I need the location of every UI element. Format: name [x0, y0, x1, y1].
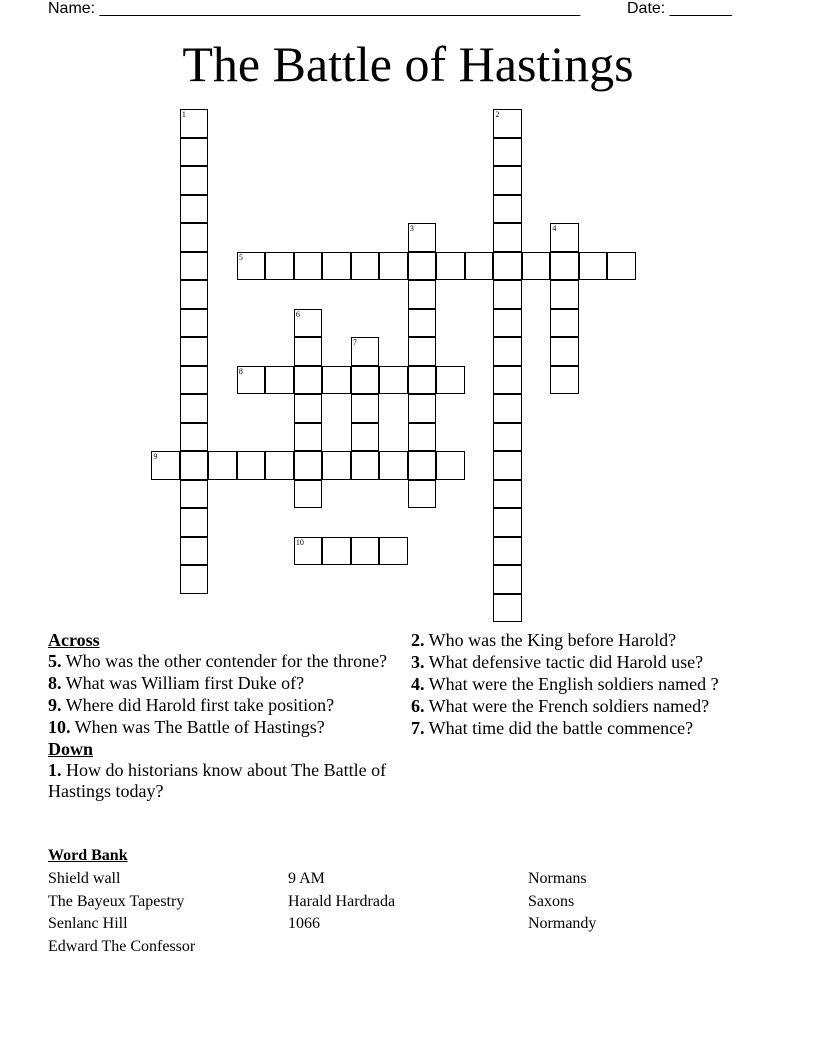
- crossword-cell[interactable]: [180, 223, 209, 252]
- crossword-cell[interactable]: [550, 252, 579, 281]
- crossword-cell[interactable]: [408, 337, 437, 366]
- crossword-cell[interactable]: [180, 451, 209, 480]
- crossword-cell[interactable]: [493, 166, 522, 195]
- crossword-cell[interactable]: [351, 366, 380, 395]
- clue-text: What time did the battle commence?: [424, 718, 694, 738]
- crossword-cell[interactable]: [550, 309, 579, 338]
- crossword-cell[interactable]: [550, 280, 579, 309]
- crossword-cell[interactable]: [351, 337, 380, 366]
- cell-number: 8: [238, 366, 243, 376]
- crossword-cell[interactable]: [408, 451, 437, 480]
- crossword-cell[interactable]: [493, 508, 522, 537]
- crossword-cell[interactable]: [265, 252, 294, 281]
- crossword-cell[interactable]: [408, 480, 437, 509]
- crossword-cell[interactable]: [237, 252, 266, 281]
- clue-number: 7.: [411, 718, 425, 738]
- crossword-cell[interactable]: [237, 451, 266, 480]
- crossword-cell[interactable]: [550, 223, 579, 252]
- crossword-cell[interactable]: [379, 252, 408, 281]
- crossword-cell[interactable]: [180, 508, 209, 537]
- clue-text: Where did Harold first take position?: [61, 695, 335, 715]
- crossword-cell[interactable]: [493, 565, 522, 594]
- crossword-cell[interactable]: [322, 366, 351, 395]
- clue-number: 10.: [48, 717, 71, 737]
- crossword-cell[interactable]: [493, 423, 522, 452]
- crossword-cell[interactable]: [294, 451, 323, 480]
- crossword-cell[interactable]: [436, 451, 465, 480]
- clue-number: 1.: [48, 760, 62, 780]
- clue-text: What were the French soldiers named?: [424, 696, 710, 716]
- crossword-cell[interactable]: [265, 366, 294, 395]
- crossword-cell[interactable]: [208, 451, 237, 480]
- crossword-cell[interactable]: [294, 537, 323, 566]
- word-bank-title: Word Bank: [48, 847, 128, 864]
- clue-number: 2.: [411, 630, 425, 650]
- down-heading: Down: [48, 739, 94, 759]
- cell-number: 10: [295, 537, 304, 547]
- crossword-cell[interactable]: [550, 337, 579, 366]
- crossword-cell[interactable]: [180, 394, 209, 423]
- word-bank-item: Shield wall: [48, 870, 121, 887]
- clue-number: 9.: [48, 695, 62, 715]
- clue: [411, 718, 751, 739]
- word-bank-item: 9 AM: [288, 870, 325, 887]
- crossword-cell[interactable]: [408, 366, 437, 395]
- crossword-cell[interactable]: [436, 366, 465, 395]
- clue: [411, 630, 751, 651]
- crossword-cell[interactable]: [493, 451, 522, 480]
- crossword-cell[interactable]: [493, 223, 522, 252]
- clue: [48, 651, 388, 672]
- cell-number: 5: [238, 252, 243, 262]
- crossword-cell[interactable]: [408, 394, 437, 423]
- crossword-cell[interactable]: [294, 366, 323, 395]
- cell-number: 4: [552, 224, 557, 234]
- crossword-cell[interactable]: [379, 537, 408, 566]
- crossword-cell[interactable]: [493, 366, 522, 395]
- cell-number: 1: [181, 110, 186, 120]
- clue-text: What were the English soldiers named ?: [424, 674, 719, 694]
- crossword-cell[interactable]: [493, 394, 522, 423]
- crossword-cell[interactable]: [294, 252, 323, 281]
- crossword-cell[interactable]: [493, 138, 522, 167]
- cell-number: 6: [295, 309, 300, 319]
- across-heading: Across: [48, 630, 100, 650]
- crossword-cell[interactable]: [436, 252, 465, 281]
- crossword-cell[interactable]: [379, 451, 408, 480]
- crossword-cell[interactable]: [408, 309, 437, 338]
- crossword-cell[interactable]: [180, 565, 209, 594]
- clue-number: 8.: [48, 673, 62, 693]
- cell-number: 2: [495, 110, 500, 120]
- word-bank-item: Normans: [528, 870, 587, 887]
- crossword-cell[interactable]: [294, 337, 323, 366]
- word-bank-item: The Bayeux Tapestry: [48, 892, 185, 910]
- crossword-cell[interactable]: [180, 337, 209, 366]
- clue-number: 5.: [48, 651, 62, 671]
- clue: [411, 696, 751, 717]
- crossword-cell[interactable]: [180, 480, 209, 509]
- clues-right-column: [411, 630, 751, 740]
- crossword-cell[interactable]: [408, 252, 437, 281]
- crossword-cell[interactable]: [322, 537, 351, 566]
- crossword-cell[interactable]: [180, 252, 209, 281]
- crossword-cell[interactable]: [493, 594, 522, 623]
- crossword-cell[interactable]: [180, 195, 209, 224]
- crossword-cell[interactable]: [550, 366, 579, 395]
- crossword-cell[interactable]: [180, 166, 209, 195]
- crossword-cell[interactable]: [294, 480, 323, 509]
- clue-number: 6.: [411, 696, 425, 716]
- word-bank-item: Normandy: [528, 915, 597, 933]
- clue-text: What defensive tactic did Harold use?: [424, 652, 704, 672]
- word-bank-item: Edward The Confessor: [48, 937, 196, 955]
- crossword-cell[interactable]: [180, 366, 209, 395]
- crossword-cell[interactable]: [493, 480, 522, 509]
- cell-number: 9: [153, 452, 158, 462]
- clue-text: How do historians know about The Battle of Hastings today?: [48, 760, 387, 801]
- crossword-cell[interactable]: [151, 451, 180, 480]
- crossword-cell[interactable]: [237, 366, 266, 395]
- clue-text: Who was the other contender for the throne?: [61, 651, 388, 671]
- crossword-cell[interactable]: [493, 109, 522, 138]
- word-bank: [48, 868, 768, 958]
- crossword-cell[interactable]: [493, 195, 522, 224]
- crossword-cell[interactable]: [351, 451, 380, 480]
- crossword-cell[interactable]: [493, 337, 522, 366]
- word-bank-item: Senlanc Hill: [48, 915, 128, 933]
- crossword-cell[interactable]: [493, 280, 522, 309]
- crossword-cell[interactable]: [493, 537, 522, 566]
- date-field-label[interactable]: Date: _______: [627, 0, 732, 17]
- crossword-cell[interactable]: [322, 451, 351, 480]
- word-bank-item: 1066: [288, 915, 320, 933]
- crossword-cell[interactable]: [265, 451, 294, 480]
- clue: [48, 760, 388, 802]
- crossword-cell[interactable]: [180, 280, 209, 309]
- word-bank-item: Harald Hardrada: [288, 892, 396, 910]
- crossword-cell[interactable]: [180, 537, 209, 566]
- crossword-cell[interactable]: [351, 394, 380, 423]
- clues-left-column: [48, 630, 388, 803]
- clue-number: 3.: [411, 652, 425, 672]
- crossword-cell[interactable]: [322, 252, 351, 281]
- crossword-cell[interactable]: [522, 252, 551, 281]
- crossword-cell[interactable]: [408, 423, 437, 452]
- crossword-cell[interactable]: [379, 366, 408, 395]
- clue-number: 4.: [411, 674, 425, 694]
- cell-number: 7: [352, 338, 357, 348]
- crossword-cell[interactable]: [493, 252, 522, 281]
- cell-number: 3: [409, 224, 414, 234]
- crossword-cell[interactable]: [607, 252, 636, 281]
- clue: [411, 652, 751, 673]
- crossword-cell[interactable]: [180, 309, 209, 338]
- crossword-cell[interactable]: [180, 423, 209, 452]
- crossword-cell[interactable]: [351, 423, 380, 452]
- clue: [48, 673, 388, 694]
- crossword-cell[interactable]: [465, 252, 494, 281]
- crossword-cell[interactable]: [579, 252, 608, 281]
- crossword-cell[interactable]: [294, 423, 323, 452]
- clue-text: What was William first Duke of?: [61, 673, 305, 693]
- name-field-label[interactable]: Name: ______________________________________________________: [48, 0, 581, 17]
- crossword-cell[interactable]: [180, 138, 209, 167]
- crossword-cell[interactable]: [294, 309, 323, 338]
- crossword-cell[interactable]: [351, 252, 380, 281]
- clue: [48, 695, 388, 716]
- clue-text: Who was the King before Harold?: [424, 630, 677, 650]
- page-title: The Battle of Hastings: [182, 36, 634, 92]
- crossword-cell[interactable]: [180, 109, 209, 138]
- crossword-cell[interactable]: [294, 394, 323, 423]
- clue-text: When was The Battle of Hastings?: [70, 717, 325, 737]
- clue: [411, 674, 751, 695]
- crossword-cell[interactable]: [408, 223, 437, 252]
- crossword-cell[interactable]: [351, 537, 380, 566]
- crossword-cell[interactable]: [493, 309, 522, 338]
- crossword-cell[interactable]: [408, 280, 437, 309]
- clue: [48, 717, 388, 738]
- word-bank-item: Saxons: [528, 892, 575, 910]
